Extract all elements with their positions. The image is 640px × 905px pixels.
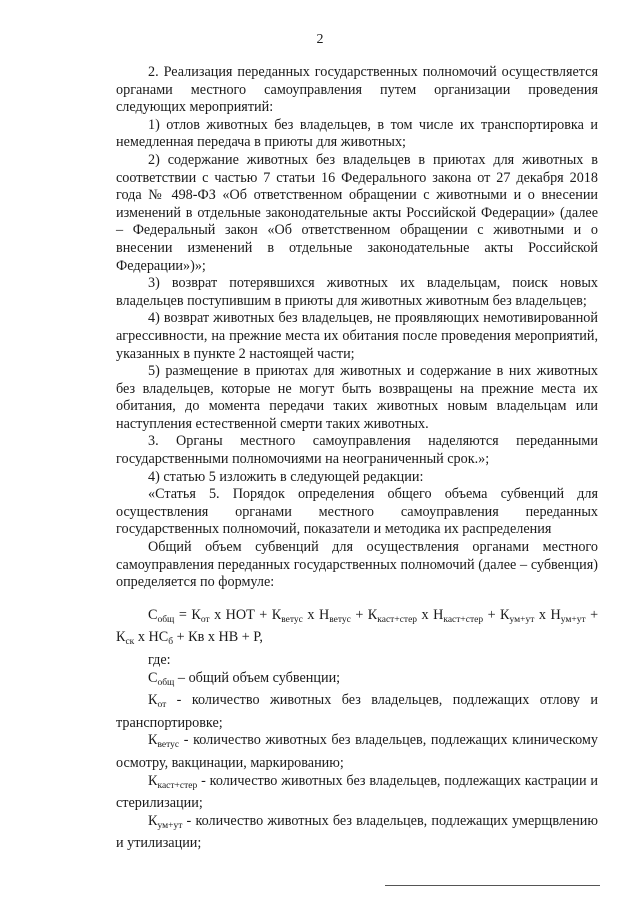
- paragraph: 3) возврат потерявшихся животных их владельцам, поиск новых владельцев поступившим в приюты для животных животным без владельцев;: [116, 275, 598, 309]
- where-label: где:: [148, 652, 171, 668]
- footer-rule: [385, 885, 600, 886]
- paragraph: «Статья 5. Порядок определения общего объема субвенций для осуществления органами местного самоуправления переданных государственных полномочий, показатели и методика их распределения: [116, 486, 598, 538]
- paragraph: 5) размещение в приютах для животных и содержание в них животных без владельцев, которые не могут быть возвращены на прежние места их обитания, до момента передачи таких животных новым владельцам или наступления естественной смерти таких животных.: [116, 363, 598, 432]
- definition: $К_{от}$ - количество животных без владельцев, подлежащих отлову и транспортировке;: [116, 692, 598, 731]
- paragraph: 2) содержание животных без владельцев в приютах для животных в соответствии с частью 7 статьи 16 Федерального закона от 27 декабря 2018 года № 498-ФЗ «Об ответственном обращении с животными и о внесении изменений в отдельные законодательные акты Российской Федерации» (далее – Федеральный закон «Об ответственном обращении с животными и о внесении изменений в отдельные законодательные акты Российской Федерации»)»;: [116, 151, 598, 274]
- definition: $К_{ветус}$ - количество животных без владельцев, подлежащих клиническому осмотру, вакцинации, маркированию;: [116, 732, 598, 771]
- paragraph: Общий объем субвенций для осуществления органами местного самоуправления переданных государственных полномочий (далее – субвенция) определяется по формуле:: [116, 539, 598, 591]
- paragraph: 4) статью 5 изложить в следующей редакции:: [148, 468, 424, 485]
- subvention-formula: $С_{общ} = К_{от}$ х НОТ + $К_{ветус}$ х $Н_{ветус} + К_{каст+стер}$ х $Н_{каст+стер} + К_{ум+ут}$ х $Н_{ум+ут} + К_{ск}$ х $НС_б$ + Кв х НВ + Р,: [116, 606, 599, 648]
- paragraph: 4) возврат животных без владельцев, не проявляющих немотивированной агрессивности, на прежние места их обитания после проведения мероприятий, указанных в пункте 2 настоящей части;: [116, 310, 598, 362]
- page-number: 2: [316, 32, 324, 47]
- paragraph: 1) отлов животных без владельцев, в том числе их транспортировка и немедленная передача в приюты для животных;: [116, 116, 598, 151]
- definition: $С_{общ}$ – общий объем субвенции;: [148, 669, 341, 688]
- paragraph: 2. Реализация переданных государственных полномочий осуществляется органами местного самоуправления путем организации проведения следующих мероприятий:: [116, 64, 598, 116]
- document-body: [116, 64, 598, 853]
- definition: $К_{ум+ут}$ - количество животных без владельцев, подлежащих умерщвлению и утилизации;: [116, 812, 598, 852]
- definition: $К_{каст+стер}$ - количество животных без владельцев, подлежащих кастрации и стерилизации;: [116, 772, 599, 812]
- paragraph: 3. Органы местного самоуправления наделяются переданными государственными полномочиями на неограниченный срок.»;: [116, 433, 598, 468]
